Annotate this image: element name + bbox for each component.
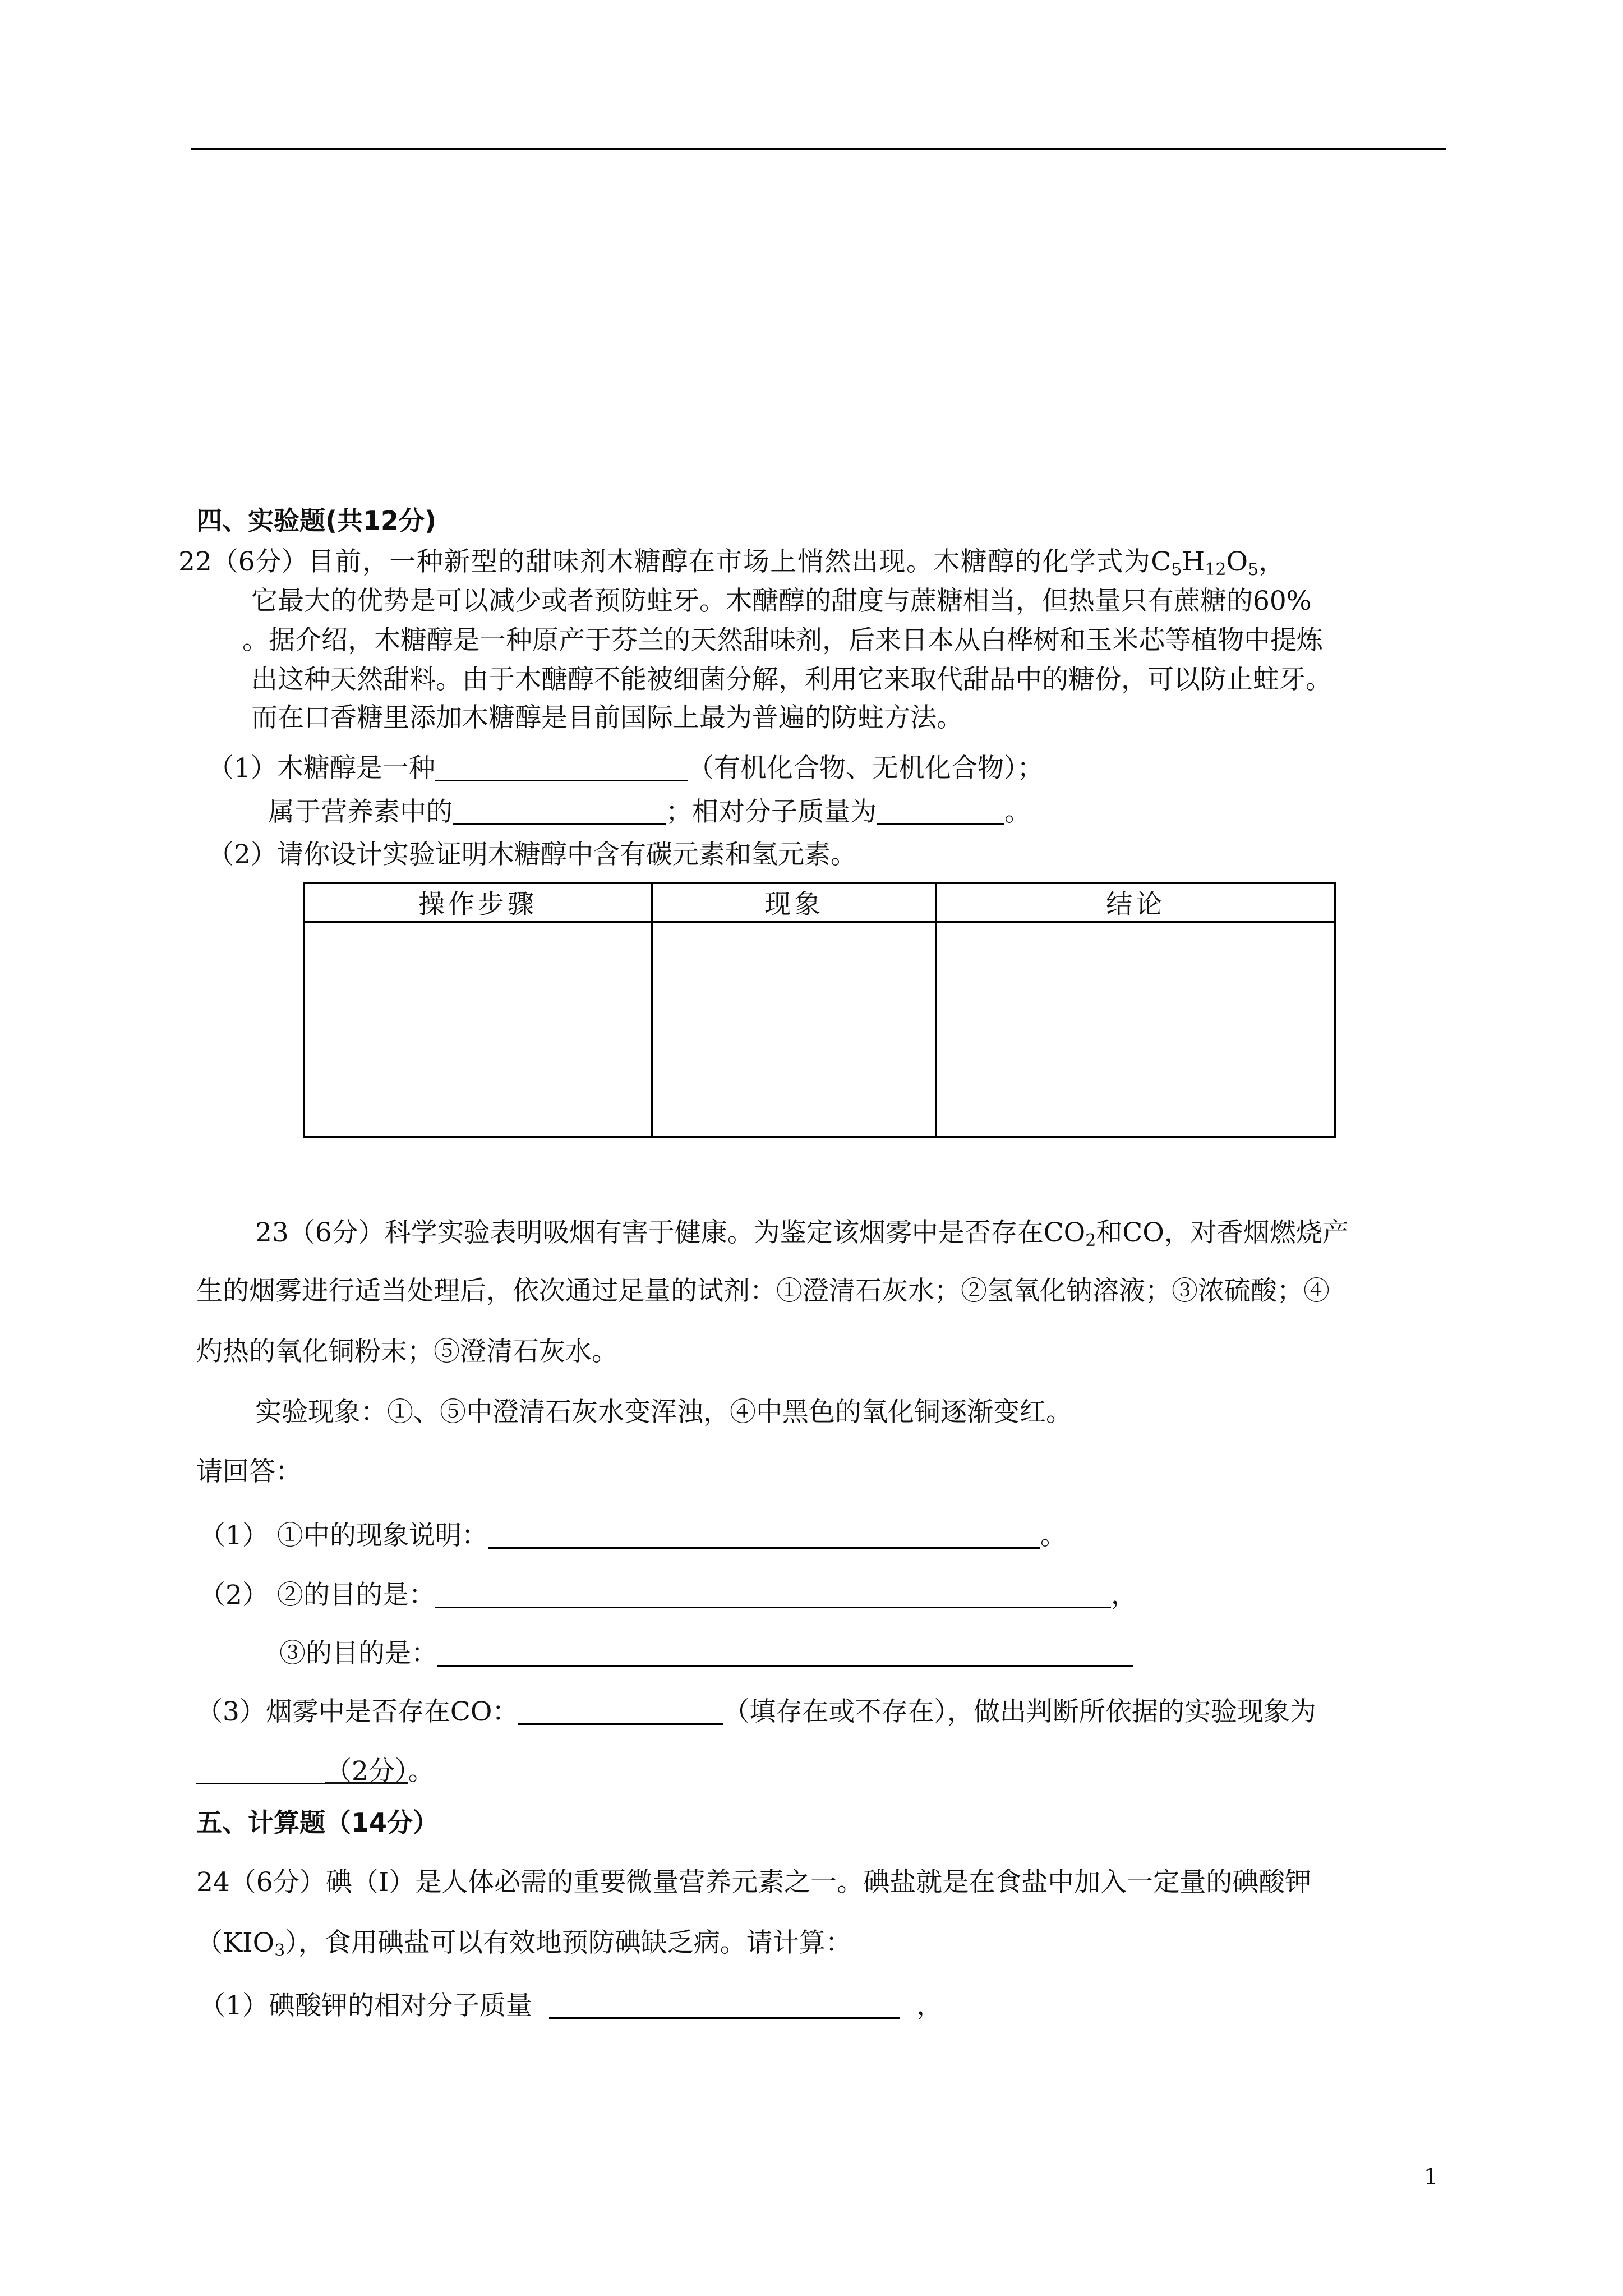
answer-blank[interactable] (518, 1695, 723, 1725)
answer-blank[interactable] (453, 795, 666, 825)
question-22-line-1: 22（6分）目前，一种新型的甜味剂木糖醇在市场上悄然出现。木糖醇的化学式为$C_5H_{12}O_5$， (178, 546, 1285, 579)
answer-blank[interactable] (549, 1989, 900, 2019)
table-cell[interactable] (304, 922, 652, 1137)
answer-blank[interactable] (196, 1755, 325, 1784)
question-24-line-2: $(KIO_3)$，食用碘盐可以有效地预防碘缺乏病。请计算： (196, 1927, 852, 1961)
answer-blank[interactable] (435, 1579, 1111, 1608)
question-22-part-1b: 属于营养素中的 ；相对分子质量为 。 (268, 797, 1031, 827)
question-24-part-1: （1）碘酸钾的相对分子质量 ， (199, 1990, 943, 2021)
question-23-part-3: （3）烟雾中是否存在CO： （填存在或不存在），做出判断所依据的实验现象为 (196, 1696, 1316, 1727)
question-23-part-3b: （2分）。 (196, 1755, 434, 1784)
table-header: 结论 (937, 883, 1335, 922)
answer-blank[interactable] (435, 752, 688, 781)
table-header-row (304, 883, 1335, 922)
question-23-part-2: （2） ②的目的是： ， (199, 1580, 1137, 1611)
answer-prompt: 请回答： (196, 1456, 302, 1487)
experiment-table (303, 882, 1336, 1138)
table-header: 操作步骤 (304, 883, 652, 922)
question-23-line-3: 灼热的氧化铜粉末；⑤澄清石灰水。 (196, 1336, 618, 1367)
answer-blank[interactable] (877, 795, 1004, 825)
question-23-line-2: 生的烟雾进行适当处理后，依次通过足量的试剂：①澄清石灰水；②氢氧化钠溶液；③浓硫酸；④ (196, 1276, 1330, 1306)
answer-blank[interactable] (488, 1519, 1040, 1549)
table-cell[interactable] (937, 922, 1335, 1137)
chemical-formula: $C_5H_{12}O_5$ (1151, 546, 1259, 579)
question-22-part-2: （2）请你设计实验证明木糖醇中含有碳元素和氢元素。 (208, 839, 857, 870)
section-title: 四、实验题(共12分) (196, 505, 437, 536)
page-number: 1 (1423, 2164, 1438, 2190)
question-23-phenomenon: 实验现象：①、⑤中澄清石灰水变浑浊，④中黑色的氧化铜逐渐变红。 (255, 1397, 1072, 1428)
question-22-line-5: 而在口香糖里添加木糖醇是目前国际上最为普遍的防蛀方法。 (251, 702, 963, 733)
question-23-part-1: （1） ①中的现象说明： 。 (199, 1520, 1067, 1551)
table-header: 现象 (652, 883, 936, 922)
question-22-line-4: 出这种天然甜料。由于木醣醇不能被细菌分解，利用它来取代甜品中的糖份，可以防止蛀牙。 (251, 664, 1332, 695)
section-title: 五、计算题（14分） (196, 1807, 439, 1838)
question-24-line-1: 24（6分）碘（I）是人体必需的重要微量营养元素之一。碘盐就是在食盐中加入一定量的碘酸钾 (196, 1867, 1312, 1898)
table-row (304, 922, 1335, 1137)
header-rule (191, 148, 1446, 150)
question-22-line-3: 。据介绍，木糖醇是一种原产于芬兰的天然甜味剂，后来日本从白桦树和玉米芯等植物中提炼 (242, 625, 1323, 656)
question-22-part-1: （1）木糖醇是一种 （有机化合物、无机化合物）； (208, 753, 1044, 784)
question-23-line-1: 23（6分）科学实验表明吸烟有害于健康。为鉴定该烟雾中是否存在$CO_2$和CO，对香烟燃烧产 (255, 1217, 1349, 1250)
question-22-line-2: 它最大的优势是可以减少或者预防蛀牙。木醣醇的甜度与蔗糖相当，但热量只有蔗糖的60% (251, 586, 1312, 616)
table-cell[interactable] (652, 922, 936, 1137)
question-23-part-2b: ③的目的是： (279, 1637, 1133, 1667)
answer-blank[interactable] (437, 1637, 1133, 1667)
